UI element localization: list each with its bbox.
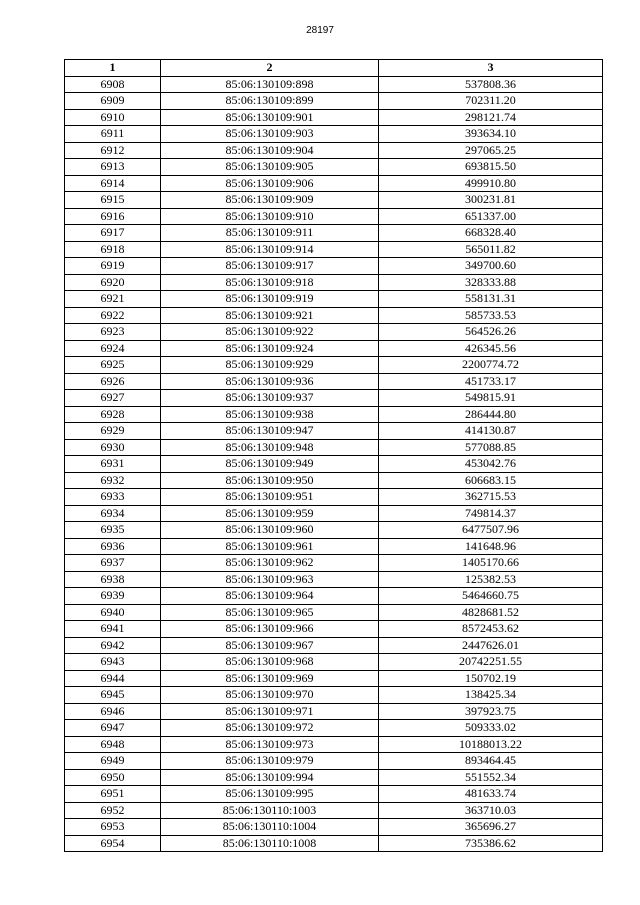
row-number-cell: 6911	[65, 126, 161, 143]
row-number-cell: 6929	[65, 423, 161, 440]
value-cell: 537808.36	[379, 76, 603, 93]
value-cell: 565011.82	[379, 241, 603, 258]
cadastral-number-cell: 85:06:130109:929	[161, 357, 379, 374]
cadastral-number-cell: 85:06:130109:918	[161, 274, 379, 291]
table-row	[65, 142, 603, 159]
table-row	[65, 159, 603, 176]
value-cell: 426345.56	[379, 340, 603, 357]
cadastral-number-cell: 85:06:130109:914	[161, 241, 379, 258]
value-cell: 693815.50	[379, 159, 603, 176]
value-cell: 577088.85	[379, 439, 603, 456]
table-row	[65, 786, 603, 803]
row-number-cell: 6908	[65, 76, 161, 93]
value-cell: 6477507.96	[379, 522, 603, 539]
value-cell: 414130.87	[379, 423, 603, 440]
value-cell: 735386.62	[379, 835, 603, 852]
table-row	[65, 373, 603, 390]
cadastral-number-cell: 85:06:130109:962	[161, 555, 379, 572]
table-row	[65, 489, 603, 506]
row-number-cell: 6933	[65, 489, 161, 506]
value-cell: 365696.27	[379, 819, 603, 836]
row-number-cell: 6927	[65, 390, 161, 407]
table-body	[65, 76, 603, 852]
value-cell: 481633.74	[379, 786, 603, 803]
cadastral-number-cell: 85:06:130109:919	[161, 291, 379, 308]
value-cell: 4828681.52	[379, 604, 603, 621]
row-number-cell: 6947	[65, 720, 161, 737]
table-row	[65, 274, 603, 291]
value-cell: 558131.31	[379, 291, 603, 308]
value-cell: 150702.19	[379, 670, 603, 687]
table-row	[65, 505, 603, 522]
cadastral-number-cell: 85:06:130109:951	[161, 489, 379, 506]
table-row	[65, 571, 603, 588]
row-number-cell: 6953	[65, 819, 161, 836]
value-cell: 300231.81	[379, 192, 603, 209]
value-cell: 2200774.72	[379, 357, 603, 374]
table-row	[65, 76, 603, 93]
table-row	[65, 357, 603, 374]
cadastral-number-cell: 85:06:130109:948	[161, 439, 379, 456]
cadastral-number-cell: 85:06:130110:1008	[161, 835, 379, 852]
column-header-2: 2	[161, 60, 379, 77]
table-row	[65, 439, 603, 456]
row-number-cell: 6914	[65, 175, 161, 192]
row-number-cell: 6951	[65, 786, 161, 803]
cadastral-number-cell: 85:06:130109:910	[161, 208, 379, 225]
value-cell: 393634.10	[379, 126, 603, 143]
table-row	[65, 621, 603, 638]
row-number-cell: 6952	[65, 802, 161, 819]
cadastral-number-cell: 85:06:130109:921	[161, 307, 379, 324]
data-table	[64, 59, 603, 852]
cadastral-number-cell: 85:06:130109:904	[161, 142, 379, 159]
row-number-cell: 6934	[65, 505, 161, 522]
value-cell: 328333.88	[379, 274, 603, 291]
row-number-cell: 6949	[65, 753, 161, 770]
row-number-cell: 6948	[65, 736, 161, 753]
table-row	[65, 604, 603, 621]
cadastral-number-cell: 85:06:130109:906	[161, 175, 379, 192]
value-cell: 397923.75	[379, 703, 603, 720]
value-cell: 8572453.62	[379, 621, 603, 638]
cadastral-number-cell: 85:06:130109:937	[161, 390, 379, 407]
row-number-cell: 6936	[65, 538, 161, 555]
value-cell: 286444.80	[379, 406, 603, 423]
table-row	[65, 208, 603, 225]
cadastral-number-cell: 85:06:130109:968	[161, 654, 379, 671]
row-number-cell: 6909	[65, 93, 161, 110]
row-number-cell: 6940	[65, 604, 161, 621]
cadastral-number-cell: 85:06:130109:911	[161, 225, 379, 242]
table-row	[65, 555, 603, 572]
cadastral-number-cell: 85:06:130109:950	[161, 472, 379, 489]
value-cell: 651337.00	[379, 208, 603, 225]
table-row	[65, 538, 603, 555]
table-row	[65, 390, 603, 407]
cadastral-number-cell: 85:06:130109:964	[161, 588, 379, 605]
row-number-cell: 6915	[65, 192, 161, 209]
cadastral-number-cell: 85:06:130109:905	[161, 159, 379, 176]
cadastral-number-cell: 85:06:130109:949	[161, 456, 379, 473]
row-number-cell: 6921	[65, 291, 161, 308]
row-number-cell: 6913	[65, 159, 161, 176]
cadastral-number-cell: 85:06:130109:979	[161, 753, 379, 770]
row-number-cell: 6922	[65, 307, 161, 324]
value-cell: 362715.53	[379, 489, 603, 506]
row-number-cell: 6928	[65, 406, 161, 423]
value-cell: 20742251.55	[379, 654, 603, 671]
table-row	[65, 819, 603, 836]
value-cell: 585733.53	[379, 307, 603, 324]
cadastral-number-cell: 85:06:130109:936	[161, 373, 379, 390]
cadastral-number-cell: 85:06:130109:963	[161, 571, 379, 588]
row-number-cell: 6910	[65, 109, 161, 126]
table-row	[65, 109, 603, 126]
cadastral-number-cell: 85:06:130109:995	[161, 786, 379, 803]
row-number-cell: 6954	[65, 835, 161, 852]
value-cell: 363710.03	[379, 802, 603, 819]
value-cell: 551552.34	[379, 769, 603, 786]
cadastral-number-cell: 85:06:130109:965	[161, 604, 379, 621]
table-row	[65, 340, 603, 357]
cadastral-number-cell: 85:06:130109:994	[161, 769, 379, 786]
table-row	[65, 406, 603, 423]
table-row	[65, 720, 603, 737]
table-row	[65, 324, 603, 341]
cadastral-number-cell: 85:06:130109:971	[161, 703, 379, 720]
row-number-cell: 6926	[65, 373, 161, 390]
table-row	[65, 175, 603, 192]
value-cell: 749814.37	[379, 505, 603, 522]
table-row	[65, 291, 603, 308]
table-row	[65, 588, 603, 605]
value-cell: 138425.34	[379, 687, 603, 704]
value-cell: 549815.91	[379, 390, 603, 407]
row-number-cell: 6916	[65, 208, 161, 225]
cadastral-number-cell: 85:06:130109:901	[161, 109, 379, 126]
table-row	[65, 423, 603, 440]
row-number-cell: 6912	[65, 142, 161, 159]
column-header-1: 1	[65, 60, 161, 77]
row-number-cell: 6919	[65, 258, 161, 275]
table-row	[65, 126, 603, 143]
table-row	[65, 687, 603, 704]
cadastral-number-cell: 85:06:130109:966	[161, 621, 379, 638]
cadastral-number-cell: 85:06:130109:947	[161, 423, 379, 440]
row-number-cell: 6945	[65, 687, 161, 704]
value-cell: 1405170.66	[379, 555, 603, 572]
cadastral-number-cell: 85:06:130109:961	[161, 538, 379, 555]
row-number-cell: 6931	[65, 456, 161, 473]
row-number-cell: 6938	[65, 571, 161, 588]
table-row	[65, 753, 603, 770]
cadastral-number-cell: 85:06:130109:970	[161, 687, 379, 704]
row-number-cell: 6932	[65, 472, 161, 489]
page-number: 28197	[306, 25, 334, 36]
row-number-cell: 6937	[65, 555, 161, 572]
cadastral-number-cell: 85:06:130109:972	[161, 720, 379, 737]
cadastral-number-cell: 85:06:130109:917	[161, 258, 379, 275]
table-row	[65, 258, 603, 275]
value-cell: 668328.40	[379, 225, 603, 242]
cadastral-number-cell: 85:06:130109:922	[161, 324, 379, 341]
table-row	[65, 802, 603, 819]
cadastral-number-cell: 85:06:130109:967	[161, 637, 379, 654]
row-number-cell: 6918	[65, 241, 161, 258]
value-cell: 499910.80	[379, 175, 603, 192]
value-cell: 297065.25	[379, 142, 603, 159]
table-row	[65, 835, 603, 852]
table-row	[65, 307, 603, 324]
table-row	[65, 456, 603, 473]
table-row	[65, 637, 603, 654]
cadastral-number-cell: 85:06:130109:903	[161, 126, 379, 143]
value-cell: 564526.26	[379, 324, 603, 341]
table-row	[65, 472, 603, 489]
table-row	[65, 736, 603, 753]
value-cell: 509333.02	[379, 720, 603, 737]
row-number-cell: 6950	[65, 769, 161, 786]
cadastral-number-cell: 85:06:130109:959	[161, 505, 379, 522]
row-number-cell: 6942	[65, 637, 161, 654]
cadastral-number-cell: 85:06:130109:898	[161, 76, 379, 93]
table-header-row	[65, 60, 603, 77]
row-number-cell: 6939	[65, 588, 161, 605]
value-cell: 702311.20	[379, 93, 603, 110]
column-header-3: 3	[379, 60, 603, 77]
value-cell: 298121.74	[379, 109, 603, 126]
row-number-cell: 6943	[65, 654, 161, 671]
value-cell: 2447626.01	[379, 637, 603, 654]
table-row	[65, 670, 603, 687]
row-number-cell: 6925	[65, 357, 161, 374]
cadastral-number-cell: 85:06:130109:909	[161, 192, 379, 209]
row-number-cell: 6935	[65, 522, 161, 539]
row-number-cell: 6941	[65, 621, 161, 638]
table-row	[65, 769, 603, 786]
table-row	[65, 93, 603, 110]
value-cell: 453042.76	[379, 456, 603, 473]
row-number-cell: 6923	[65, 324, 161, 341]
value-cell: 349700.60	[379, 258, 603, 275]
value-cell: 5464660.75	[379, 588, 603, 605]
cadastral-number-cell: 85:06:130109:899	[161, 93, 379, 110]
table-row	[65, 225, 603, 242]
cadastral-number-cell: 85:06:130110:1004	[161, 819, 379, 836]
cadastral-number-cell: 85:06:130109:938	[161, 406, 379, 423]
cadastral-number-cell: 85:06:130109:973	[161, 736, 379, 753]
value-cell: 893464.45	[379, 753, 603, 770]
table-row	[65, 703, 603, 720]
value-cell: 451733.17	[379, 373, 603, 390]
row-number-cell: 6924	[65, 340, 161, 357]
row-number-cell: 6930	[65, 439, 161, 456]
cadastral-number-cell: 85:06:130110:1003	[161, 802, 379, 819]
table-row	[65, 241, 603, 258]
value-cell: 10188013.22	[379, 736, 603, 753]
table-row	[65, 522, 603, 539]
table-row	[65, 192, 603, 209]
row-number-cell: 6946	[65, 703, 161, 720]
row-number-cell: 6917	[65, 225, 161, 242]
value-cell: 606683.15	[379, 472, 603, 489]
cadastral-number-cell: 85:06:130109:969	[161, 670, 379, 687]
value-cell: 125382.53	[379, 571, 603, 588]
cadastral-number-cell: 85:06:130109:960	[161, 522, 379, 539]
cadastral-number-cell: 85:06:130109:924	[161, 340, 379, 357]
value-cell: 141648.96	[379, 538, 603, 555]
table-row	[65, 654, 603, 671]
row-number-cell: 6920	[65, 274, 161, 291]
row-number-cell: 6944	[65, 670, 161, 687]
